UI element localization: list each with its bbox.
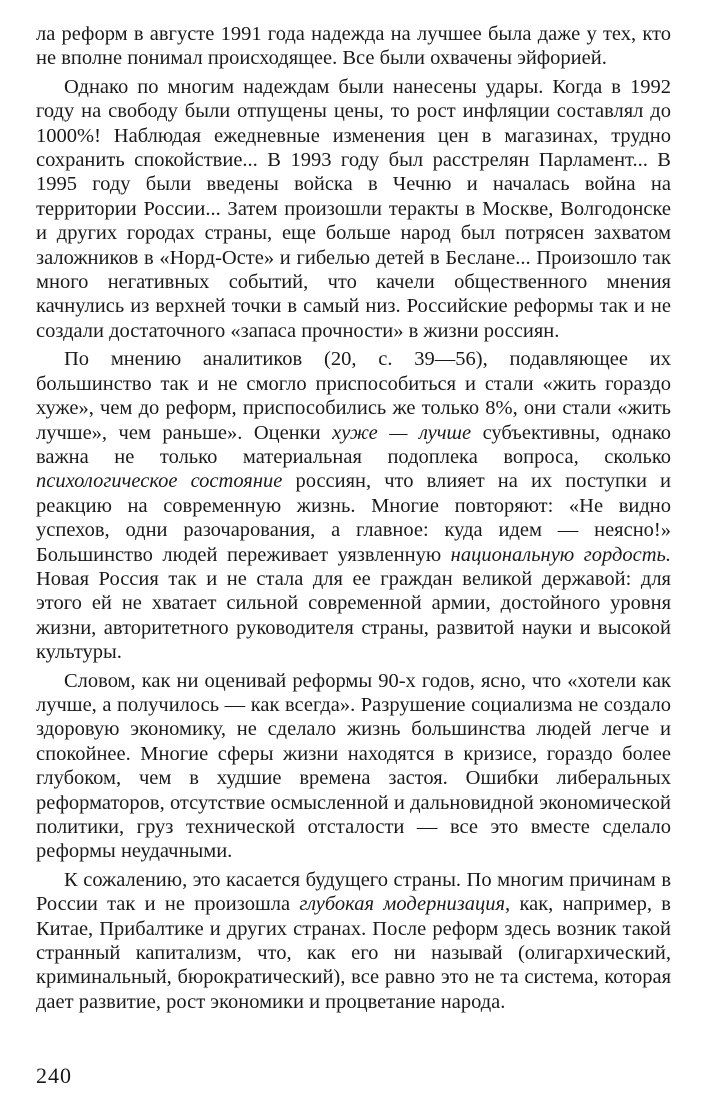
paragraph-2-text: Однако по многим надеждам были нанесены удары. Когда в 1992 году на свободу были отпущены цены, то рост инфляции составлял до 1000%! Наблюдая ежедневные изменения цен в магазинах, трудно сохранить спокойствие... В 1993 году был расстрелян Парламент... В 1995 году были введены войска в Чечню и началась война на территории России... Затем произошли теракты в Москве, Волгодонске и других городах страны, еще больше народ был потрясен захватом заложников в «Норд-Осте» и гибелью детей в Беслане... Произошло так много негативных событий, что качели общественного мнения качнулись из верхней точки в самый низ. Российские реформы так и не создали достаточного «запаса прочности» в жизни россиян. xyxy=(36,75,671,342)
paragraph-3-italic-2: психологическое состояние xyxy=(36,470,283,493)
paragraph-5 xyxy=(36,868,671,1014)
paragraph-3-italic-1: хуже — лучше xyxy=(332,421,472,444)
paragraph-1 xyxy=(36,22,671,71)
paragraph-5-text-1: К сожалению, это касается будущего страны. По многим причинам в России так и не произошла xyxy=(36,868,671,916)
paragraph-1-text: ла реформ в августе 1991 года надежда на лучшее была даже у тех, кто не вполне понимал происходящее. Все были охвачены эйфорией. xyxy=(36,23,671,70)
page-body xyxy=(36,22,671,1014)
paragraph-3-italic-3: национальную гордость. xyxy=(450,543,671,566)
paragraph-3-text-3: россиян, что влияет на их поступки и реакцию на современную жизнь. Многие повторяют: «Не видно успехов, одни разочарования, а главное: куда идем — неясно!» Большинство людей переживает уязвленную xyxy=(36,470,671,566)
paragraph-2 xyxy=(36,75,671,343)
paragraph-5-italic-1: глубокая модернизация xyxy=(299,893,506,916)
paragraph-3-text-4: Новая Россия так и не стала для ее граждан великой державой: для этого ей не хватает сильной современной армии, достойного уровня жизни, авторитетного руководителя страны, развитой науки и высокой культуры. xyxy=(36,567,671,664)
page-number: 240 xyxy=(36,1063,72,1088)
paragraph-3-text-2: субъективны, однако важна не только материальная подоплека вопроса, сколько xyxy=(36,421,671,468)
paragraph-4-text: Словом, как ни оценивай реформы 90-х годов, ясно, что «хотели как лучше, а получилось — как всегда». Разрушение социализма не создало здоровую экономику, не сделало жизнь большинства людей легче и спокойнее. Многие сферы жизни находятся в кризисе, гораздо более глубоком, чем в худшие времена застоя. Ошибки либеральных реформаторов, отсутствие осмысленной и дальновидной экономической политики, груз технической отсталости — все это вместе сделало реформы неудачными. xyxy=(36,669,671,863)
paragraph-5-text-2: , как, например, в Китае, Прибалтике и других странах. После реформ здесь возник такой странный капитализм, что, как его ни называй (олигархический, криминальный, бюрократический), все равно это не та система, которая дает развитие, рост экономики и процветание народа. xyxy=(36,893,671,1013)
paragraph-4 xyxy=(36,669,671,864)
paragraph-3 xyxy=(36,347,671,664)
paragraph-3-text-1: По мнению аналитиков (20, с. 39—56), подавляющее их большинство так и не смогло приспособиться и стали «жить гораздо хуже», чем до реформ, приспособились же только 8%, они стали «жить лучше», чем раньше». Оценки xyxy=(36,348,671,444)
